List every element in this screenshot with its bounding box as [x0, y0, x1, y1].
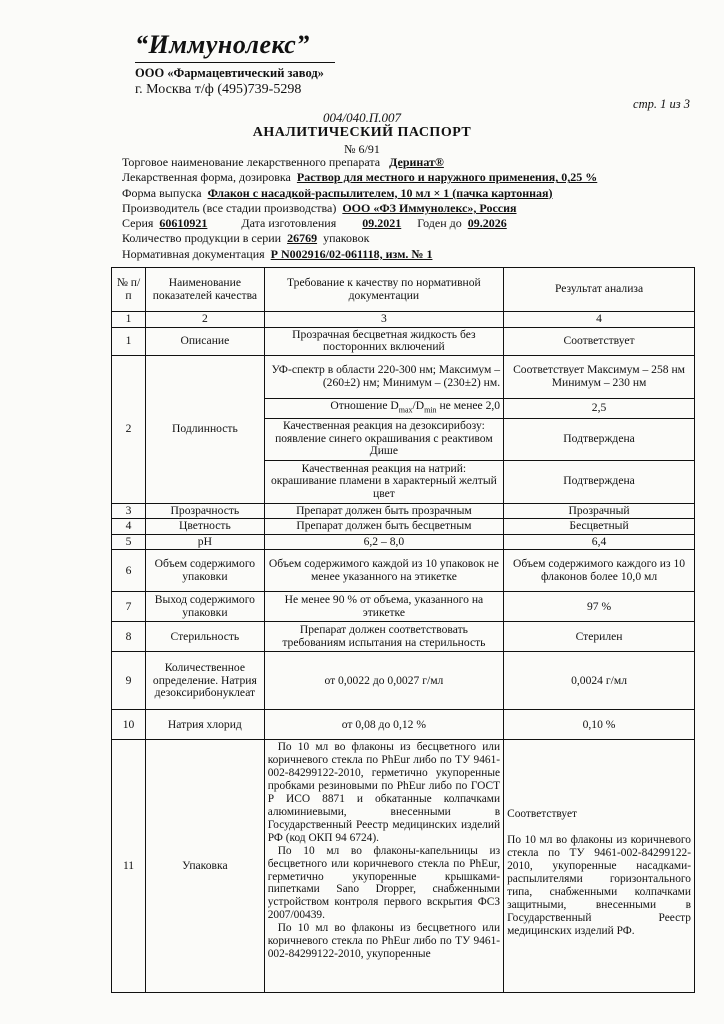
ratio-requirement: Отношение $D_{max}/D_{min}$ не менее 2,0	[264, 398, 503, 418]
meta-producer: Производитель (все стадии производства) ООО «ФЗ Иммунолекс», Россия	[122, 200, 517, 215]
company-city-phone: г. Москва т/ф (495)739-5298	[135, 82, 302, 97]
meta-quantity: Количество продукции в серии 26769 упаковок	[122, 231, 370, 246]
table-row: 9 Количественное определение. Натрия дезоксирибонуклеат от 0,0022 до 0,0027 г/мл 0,0024 г/мл	[112, 652, 695, 710]
table-row: Качественная реакция на дезоксирибозу: появление синего окрашивания с реактивом Дише Подтверждена	[112, 418, 695, 460]
table-row: 11 Упаковка По 10 мл во флаконы из бесцветного или коричневого стекла по PhEur либо по ТУ 9461-002-84299122-2010, герметично укупоренные пробками резиновыми по PhEur либо по ГОСТ Р ИСО 8871 и обкатанные колпачками алюминиевыми, внесенными в Государственный Реестр медицинских изделий РФ (код ОКП 94 6724). По 10 мл во флаконы-капельницы из бесцветного или коричневого стекла по PhEur, герметично укупоренные крышками-пипетками Sano Dropper, снабженными устройством контроля первого вскрытия ФСЗ 2007/00439. По 10 мл во флаконы из бесцветного или коричневого стекла по PhEur либо по ТУ 9461-002-84299122-2010, укупоренные Соответствует По 10 мл во флаконы из коричневого стекла по ТУ 9461-002-84299122-2010, укупоренные насадками-распылителями горизонтального типа, снабженными колпачками защитными, внесенными в Государственный Реестр медицинских изделий РФ.	[112, 740, 695, 993]
meta-normative: Нормативная документация Р N002916/02-061118, изм. № 1	[122, 246, 433, 261]
table-row: 10 Натрия хлорид от 0,08 до 0,12 % 0,10 %	[112, 710, 695, 740]
table-row: 5 pH 6,2 – 8,0 6,4	[112, 534, 695, 550]
quality-table	[111, 267, 695, 993]
company-org: ООО «Фармацевтический завод»	[135, 66, 324, 80]
table-row: Качественная реакция на натрий: окрашивание пламени в характерный желтый цвет Подтверждена	[112, 460, 695, 503]
company-brand: “Иммунолекс”	[135, 30, 310, 59]
brand-underline	[135, 62, 335, 63]
document-code: 004/040.П.007	[323, 110, 401, 125]
meta-series: Серия 60610921 Дата изготовления 09.2021 Годен до 09.2026	[122, 216, 507, 231]
passport-number: № 6/91	[344, 142, 380, 156]
table-row: 4 Цветность Препарат должен быть бесцветным Бесцветный	[112, 519, 695, 535]
table-header-row	[112, 268, 695, 312]
packaging-result: Соответствует По 10 мл во флаконы из коричневого стекла по ТУ 9461-002-84299122-2010, укупоренные насадками-распылителями горизонтального типа, снабженными колпачками защитными, внесенными в Государственный Реестр медицинских изделий РФ.	[504, 740, 695, 993]
table-row: 3 Прозрачность Препарат должен быть прозрачным Прозрачный	[112, 503, 695, 519]
header-requirement: Требование к качеству по нормативной документации	[264, 268, 503, 312]
header-name: Наименование показателей качества	[146, 268, 265, 312]
table-row: 1 Описание Прозрачная бесцветная жидкость без посторонних включений Соответствует	[112, 327, 695, 355]
company-header	[135, 30, 324, 98]
table-row: Отношение $D_{max}/D_{min}$ не менее 2,0 2,5	[112, 398, 695, 418]
column-number-row: 1 2 3 4	[112, 312, 695, 328]
packaging-requirement: По 10 мл во флаконы из бесцветного или коричневого стекла по PhEur либо по ТУ 9461-002-84299122-2010, герметично укупоренные пробками резиновыми по PhEur либо по ГОСТ Р ИСО 8871 и обкатанные колпачками алюминиевыми, внесенными в Государственный Реестр медицинских изделий РФ (код ОКП 94 6724). По 10 мл во флаконы-капельницы из бесцветного или коричневого стекла по PhEur, герметично укупоренные крышками-пипетками Sano Dropper, снабженными устройством контроля первого вскрытия ФСЗ 2007/00439. По 10 мл во флаконы из бесцветного или коричневого стекла по PhEur либо по ТУ 9461-002-84299122-2010, укупоренные	[264, 740, 503, 993]
meta-form: Лекарственная форма, дозировка Раствор для местного и наружного применения, 0,25 %	[122, 170, 598, 185]
passport-meta	[122, 155, 597, 262]
meta-release: Форма выпуска Флакон с насадкой-распылителем, 10 мл × 1 (пачка картонная)	[122, 185, 553, 200]
page-number: стр. 1 из 3	[633, 97, 690, 111]
meta-trade-name: Торговое наименование лекарственного препарата Деринат®	[122, 155, 444, 169]
header-num: № п/п	[112, 268, 146, 312]
table-row: 6 Объем содержимого упаковки Объем содержимого каждой из 10 упаковок не менее указанного на этикетке Объем содержимого каждого из 10 флаконов более 10,0 мл	[112, 550, 695, 592]
header-result: Результат анализа	[504, 268, 695, 312]
table-row: 8 Стерильность Препарат должен соответствовать требованиям испытания на стерильность Стерилен	[112, 622, 695, 652]
table-row: 7 Выход содержимого упаковки Не менее 90 % от объема, указанного на этикетке 97 %	[112, 592, 695, 622]
table-row: 2 Подлинность УФ-спектр в области 220-300 нм; Максимум – (260±2) нм; Минимум – (230±2) нм. Соответствует Максимум – 258 нм Минимум – 230 нм	[112, 355, 695, 398]
document-title: АНАЛИТИЧЕСКИЙ ПАСПОРТ	[252, 125, 472, 140]
